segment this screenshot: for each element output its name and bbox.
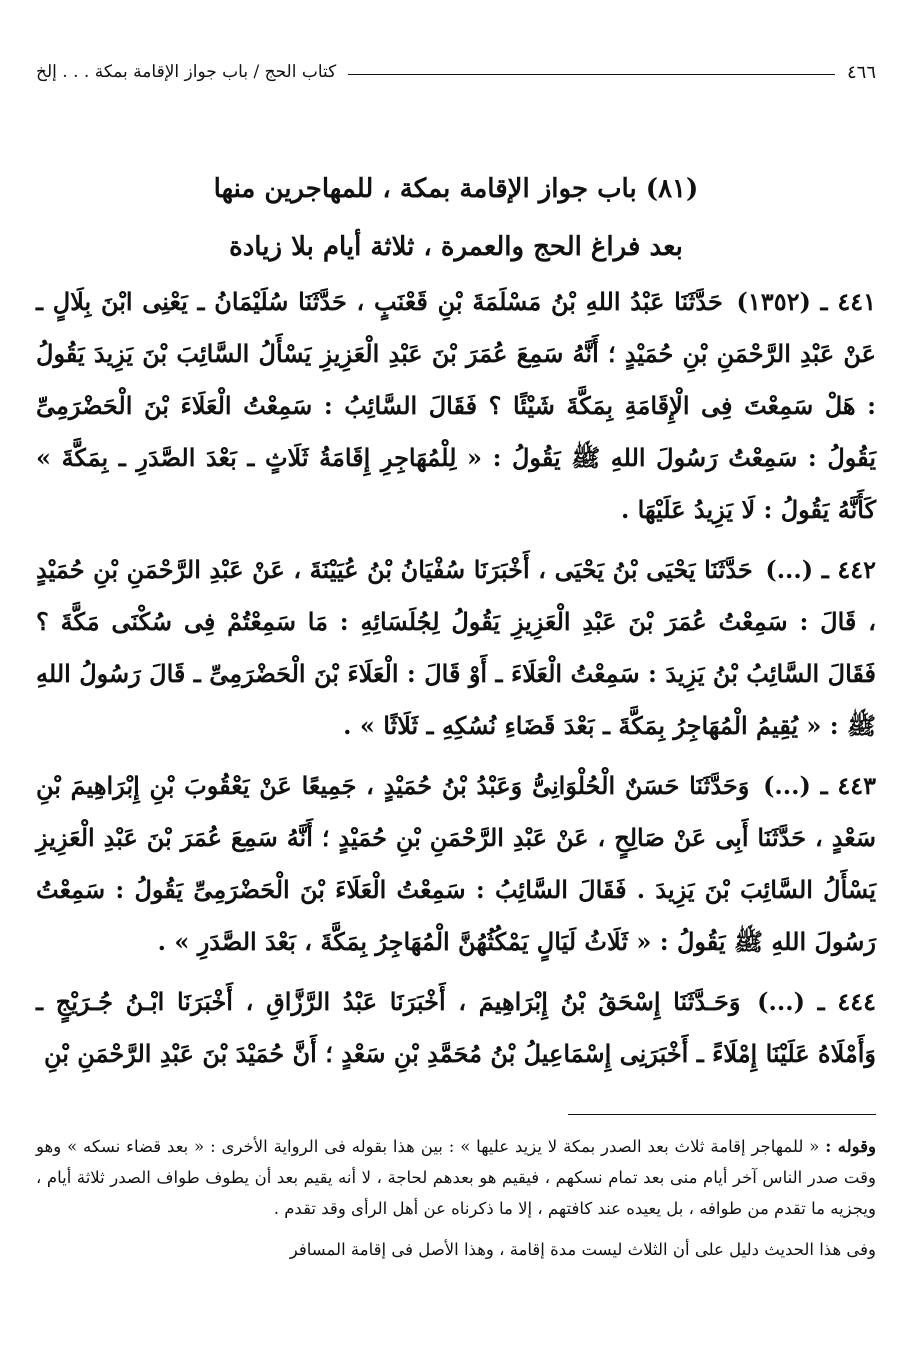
footnote-text: « للمهاجر إقامة ثلاث بعد الصدر بمكة لا يزيد عليها » : بين هذا بقوله فى الرواية الأخرى : « بعد قضاء نسكه » وهو وقت صدر الناس آخر أيام منى بعد تمام نسكهم ، فيقيم هو بعدهم لحاجة ، لا أنه يقيم بعد أن يطوف طواف الصدر ثلاثة أيام ، ويجزيه ما تقدم من طوافه ، بل يعيده عند كافتهم ، إلا ما ذكرناه عن أهل الرأى وقد تقدم . (36, 1137, 876, 1218)
hadith-text: وَحَـدَّثَنَا إِسْحَقُ بْنُ إِبْرَاهِيمَ ، أَخْبَرَنَا عَبْدُ الرَّزَّاقِ ، أَخْبَرَنَا ابْـنُ جُـرَيْجٍ ـ وَأَمْلَاهُ عَلَيْنَا إِمْلَاءً ـ أَخْبَرَنِى إِسْمَاعِيلُ بْنُ مُحَمَّدِ بْنِ سَعْدٍ ؛ أَنَّ حُمَيْدَ بْنَ عَبْدِ الرَّحْمَنِ بْنِ (36, 987, 876, 1068)
hadith-number: ٤٤٤ ـ (...) (757, 987, 877, 1016)
footnote-lead: وقوله : (825, 1137, 876, 1156)
chapter-title-line-1: (٨١) باب جواز الإقامة بمكة ، للمهاجرين منها (213, 174, 699, 204)
hadith-number: ٤٤٢ ـ (...) (765, 555, 876, 584)
footnote-paragraph (36, 1131, 876, 1224)
hadith-paragraph (36, 276, 876, 536)
hadith-paragraph (36, 976, 876, 1080)
running-header (36, 52, 876, 92)
footnote-paragraph (36, 1234, 876, 1265)
hadith-text: حَدَّثَنَا عَبْدُ اللهِ بْنُ مَسْلَمَةَ بْنِ قَعْنَبٍ ، حَدَّثَنَا سُلَيْمَانُ ـ يَعْنِى ابْنَ بِلَالٍ ـ عَنْ عَبْدِ الرَّحْمَنِ بْنِ حُمَيْدٍ ؛ أَنَّهُ سَمِعَ عُمَرَ بْنَ عَبْدِ الْعَزِيزِ يَسْأَلُ السَّائِبَ بْنَ يَزِيدَ يَقُولُ : هَلْ سَمِعْتَ فِى الْإِقَامَةِ بِمَكَّةَ شَيْئًا ؟ فَقَالَ السَّائِبُ : سَمِعْتُ الْعَلَاءَ بْنَ الْحَضْرَمِىِّ يَقُولُ : سَمِعْتُ رَسُولَ اللهِ ﷺ يَقُولُ : « لِلْمُهَاجِرِ إِقَامَةُ ثَلَاثٍ ـ بَعْدَ الصَّدَرِ ـ بِمَكَّةَ » كَأَنَّهُ يَقُولُ : لَا يَزِيدُ عَلَيْهَا . (36, 287, 876, 524)
footnote-separator (568, 1114, 876, 1115)
footnote-text: وفى هذا الحديث دليل على أن الثلاث ليست مدة إقامة ، وهذا الأصل فى إقامة المسافر (289, 1240, 876, 1259)
page-number: ٤٦٦ (846, 61, 876, 83)
running-title: كتاب الحج / باب جواز الإقامة بمكة . . . إلخ (36, 62, 337, 82)
hadith-number: ٤٤١ ـ (١٣٥٢) (736, 287, 877, 316)
chapter-title (36, 160, 876, 276)
hadith-text: وَحَدَّثَنَا حَسَنٌ الْحُلْوَانِىُّ وَعَبْدُ بْنُ حُمَيْدٍ ، جَمِيعًا عَنْ يَعْقُوبَ بْنِ إِبْرَاهِيمَ بْنِ سَعْدٍ ، حَدَّثَنَا أَبِى عَنْ صَالِحٍ ، عَنْ عَبْدِ الرَّحْمَنِ بْنِ حُمَيْدٍ ؛ أَنَّهُ سَمِعَ عُمَرَ بْنَ عَبْدِ الْعَزِيزِ يَسْأَلُ السَّائِبَ بْنَ يَزِيدَ . فَقَالَ السَّائِبُ : سَمِعْتُ الْعَلَاءَ بْنَ الْحَضْرَمِىِّ يَقُولُ : سَمِعْتُ رَسُولَ اللهِ ﷺ يَقُولُ : « ثَلَاثُ لَيَالٍ يَمْكُثُهُنَّ الْمُهَاجِرُ بِمَكَّةَ ، بَعْدَ الصَّدَرِ » . (36, 771, 876, 956)
hadith-paragraph (36, 544, 876, 752)
hadith-number: ٤٤٣ ـ (...) (763, 771, 876, 800)
footnotes (36, 1131, 876, 1265)
header-rule (348, 74, 835, 75)
hadith-text: حَدَّثَنَا يَحْيَى بْنُ يَحْيَى ، أَخْبَرَنَا سُفْيَانُ بْنُ عُيَيْنَةَ ، عَنْ عَبْدِ الرَّحْمَنِ بْنِ حُمَيْدٍ ، قَالَ : سَمِعْتُ عُمَرَ بْنَ عَبْدِ الْعَزِيزِ يَقُولُ لِجُلَسَائِهِ : مَا سَمِعْتُمْ فِى سُكْنَى مَكَّةَ ؟ فَقَالَ السَّائِبُ بْنُ يَزِيدَ : سَمِعْتُ الْعَلَاءَ ـ أَوْ قَالَ : الْعَلَاءَ بْنَ الْحَضْرَمِىِّ ـ قَالَ رَسُولُ اللهِ ﷺ : « يُقِيمُ الْمُهَاجِرُ بِمَكَّةَ ـ بَعْدَ قَضَاءِ نُسُكِهِ ـ ثَلَاثًا » . (36, 555, 876, 740)
hadith-paragraph (36, 760, 876, 968)
chapter-title-line-2: بعد فراغ الحج والعمرة ، ثلاثة أيام بلا زيادة (229, 232, 683, 262)
